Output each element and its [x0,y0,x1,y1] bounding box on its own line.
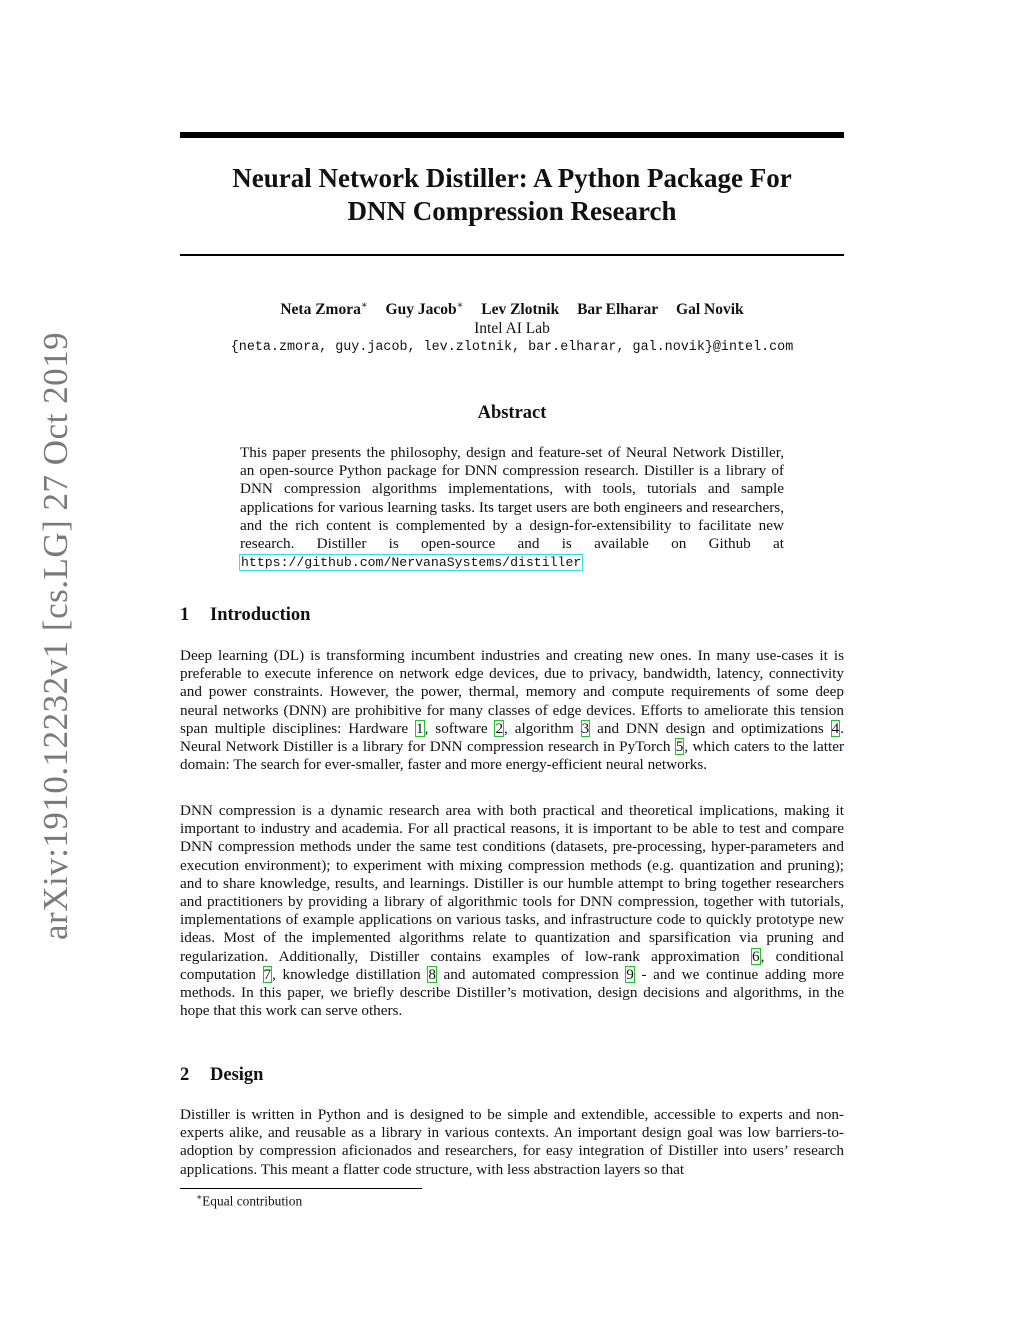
citation-link[interactable]: 9 [626,965,634,983]
citation-link[interactable]: 6 [751,947,760,965]
author: Neta Zmora∗ [280,300,368,319]
title-top-rule [180,132,844,138]
section-number: 2 [180,1065,190,1085]
citation-link[interactable]: 8 [428,965,436,983]
author: Lev Zlotnik [481,301,560,319]
paper-title [180,162,844,228]
citation-link[interactable]: 4 [831,719,840,737]
section-heading-introduction [180,605,310,626]
section-number: 1 [180,605,190,625]
intro-paragraph-2: DNN compression is a dynamic research area with both practical and theoretical implications, making it important to industry and academia. For all practical reasons, it is important to be able to test and compare DNN compression methods under the same test conditions (datasets, pre-processing, hyper-parameters and execution environment); to experiment with mixing compression methods (e.g. quantization and pruning); and to share knowledge, results, and learnings. Distiller is our humble attempt to bring together researchers and practitioners by providing a library of algorithmic tools for DNN compression, together with tutorials, implementations of example applications on various tasks, and infrastructure code to quickly prototype new ideas. Most of the implemented algorithms relate to quantization and sparsification via pruning and regularization. Additionally, Distiller contains examples of low-rank approximation 6, conditional computation 7, knowledge distillation 8 and automated compression 9 - and we continue adding more methods. In this paper, we briefly describe Distiller’s motivation, design decisions and algorithms, in the hope that this work can serve others. [180,802,844,1020]
author-list [180,300,844,319]
affiliation: Intel AI Lab [474,320,550,337]
footnote-text: Equal contribution [202,1193,303,1209]
citation-link[interactable]: 5 [675,738,684,756]
title-bottom-rule [180,254,844,256]
abstract-text: This paper presents the philosophy, design and feature-set of Neural Network Distiller, an open-source Python package for DNN compression research. Distiller is a library of DNN compression algorithms implementations, with tools, tutorials and sample applications for various learning tasks. Its target users are both engineers and researchers, and the rich content is complemented by a design-for-extensibility to facilitate new research. Distiller is open-source and is available on Github at [240,444,784,553]
citation-link[interactable]: 3 [581,719,590,737]
citation-link[interactable]: 7 [263,965,272,983]
github-link[interactable]: https://github.com/NervanaSystems/distiller [241,555,582,571]
author: Guy Jacob∗ [385,300,464,319]
author-emails: {neta.zmora, guy.jacob, lev.zlotnik, bar.elharar, gal.novik}@intel.com [230,340,794,355]
section-title: Introduction [210,605,311,625]
citation-link[interactable]: 2 [495,719,504,737]
footnote-rule [180,1188,422,1189]
arxiv-identifier: arXiv:1910.12232v1 [cs.LG] 27 Oct 2019 [36,331,75,940]
footnote [196,1192,302,1209]
abstract-heading: Abstract [477,403,547,423]
author: Gal Novik [676,301,744,319]
abstract-body [240,444,784,572]
footnote-mark: ∗ [196,1192,203,1202]
section-heading-design [180,1065,263,1086]
title-line-2: DNN Compression Research [347,196,677,226]
title-line-1: Neural Network Distiller: A Python Package For [232,163,792,193]
section-title: Design [210,1065,264,1085]
intro-paragraph-1: Deep learning (DL) is transforming incumbent industries and creating new ones. In many use-cases it is preferable to execute inference on network edge devices, due to privacy, bandwidth, latency, connectivity and power constraints. However, the power, thermal, memory and compute requirements of some deep neural networks (DNN) are prohibitive for many classes of edge devices. Efforts to ameliorate this tension span multiple disciplines: Hardware 1, software 2, algorithm 3 and DNN design and optimizations 4. Neural Network Distiller is a library for DNN compression research in PyTorch 5, which caters to the latter domain: The search for ever-smaller, faster and more energy-efficient neural networks. [180,647,844,774]
design-paragraph-1: Distiller is written in Python and is designed to be simple and extendible, accessible to experts and non-experts alike, and reusable as a library in various contexts. An important design goal was low barriers-to-adoption by compression aficionados and researchers, for easy integration of Distiller into users’ research applications. This meant a flatter code structure, with less abstraction layers so that [180,1106,844,1178]
author: Bar Elharar [577,301,659,319]
citation-link[interactable]: 1 [416,719,424,737]
